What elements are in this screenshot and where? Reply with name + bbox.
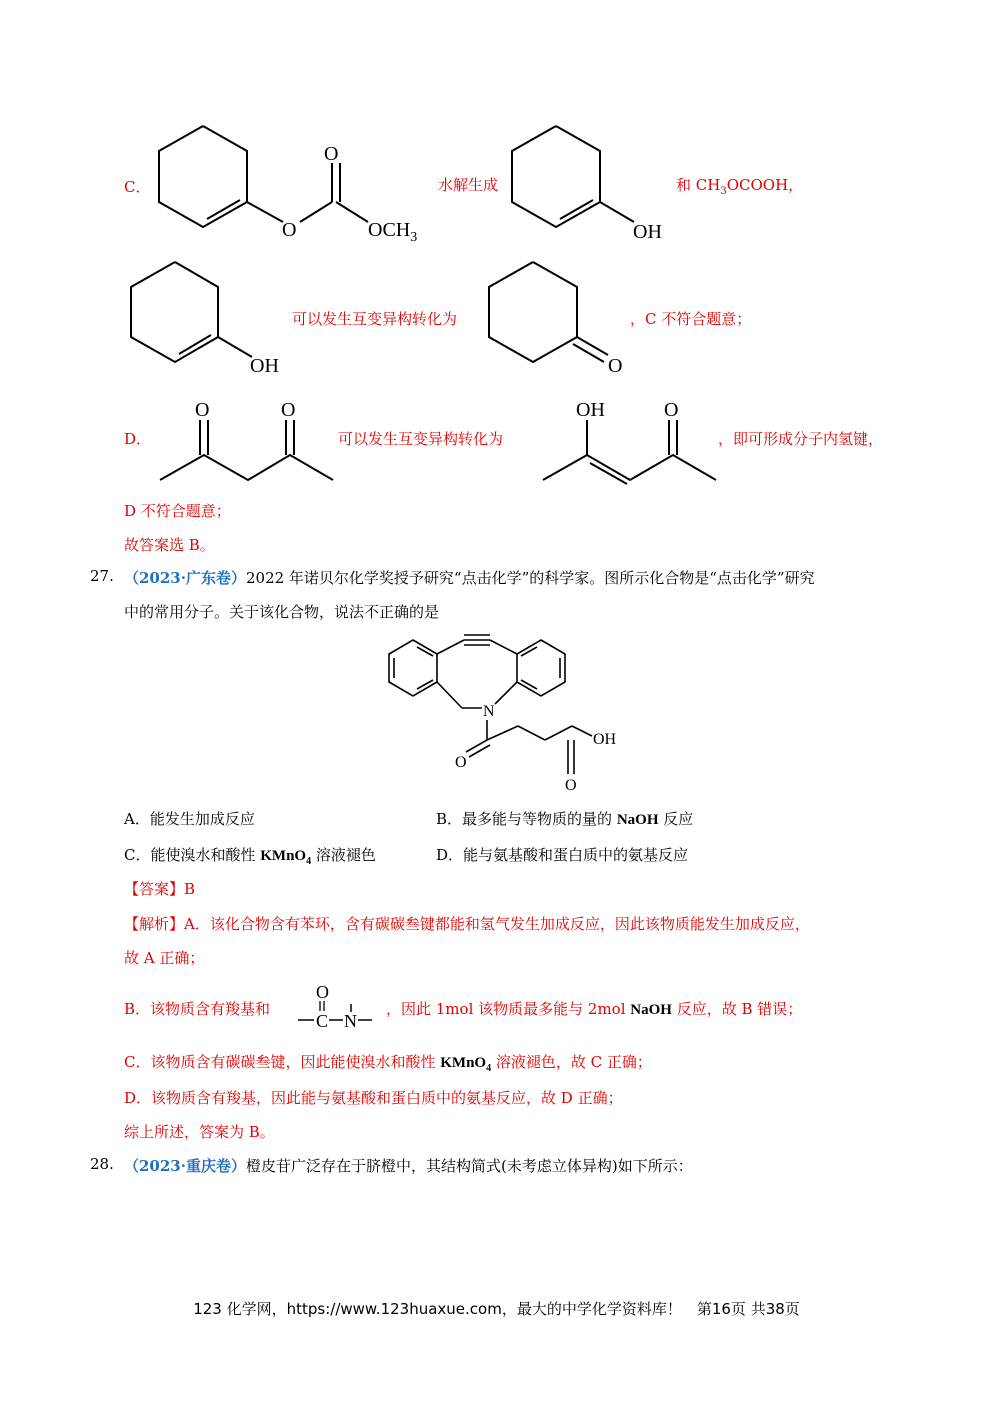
atom-oh: OH [593, 731, 617, 748]
atom-o: O [281, 399, 296, 421]
analysis-b-post: ，因此 1mol 该物质最多能与 2mol NaOH 反应，故 B 错误； [386, 1000, 803, 1018]
analysis-c: C．该物质含有碳碳叁键，因此能使溴水和酸性 KMnO$_4$ 溶液褪色，故 C 正确； [124, 1053, 652, 1074]
hydrolysis-text: 水解生成 [438, 176, 499, 194]
question-stem-line-1: （2023·广东卷）2022 年诺贝尔化学奖授予研究“点击化学”的科学家。图所示化合物是“点击化学”研究 [124, 569, 815, 587]
choice-b[interactable]: B．最多能与等物质的量的 NaOH 反应 [436, 810, 694, 828]
question-stem-line-2: 中的常用分子。关于该化合物，说法不正确的是 [124, 603, 440, 621]
question-number: 27. [90, 567, 114, 585]
conclusion-c: ，C 不符合题意； [630, 310, 752, 328]
tautomer-text-c: 可以发生互变异构转化为 [292, 310, 458, 328]
analysis-a-line-2: 故 A 正确； [124, 949, 205, 967]
question-stem: （2023·重庆卷）橙皮苷广泛存在于脐橙中，其结构简式(未考虑立体异构)如下所示： [124, 1157, 693, 1175]
page-footer: 123 化学网，https://www.123huaxue.com，最大的中学化学资料库！ 第16页 共38页 [193, 1300, 800, 1318]
atom-oh: OH [250, 355, 279, 377]
atom-och3: $OCH_3$ [368, 219, 418, 245]
atom-o: O [282, 219, 297, 241]
question-number: 28. [90, 1155, 114, 1173]
atom-o: O [195, 399, 210, 421]
conclusion-d-2: D 不符合题意； [124, 502, 231, 520]
atom-n: N [344, 1011, 357, 1031]
atom-oh: OH [633, 221, 662, 243]
choice-d[interactable]: D．能与氨基酸和蛋白质中的氨基反应 [436, 846, 689, 864]
analysis-d: D．该物质含有羧基，因此能与氨基酸和蛋白质中的氨基反应，故 D 正确； [124, 1089, 623, 1107]
atom-n: N [483, 703, 495, 720]
atom-oh: OH [576, 399, 605, 421]
previous-answer: 故答案选 B。 [124, 536, 215, 554]
option-d-label: D． [124, 430, 152, 448]
answer: 【答案】B [124, 880, 196, 898]
atom-o: O [324, 143, 339, 165]
question-source: （2023·广东卷） [124, 569, 246, 587]
atom-o: O [316, 982, 329, 1002]
tautomer-text-d: 可以发生互变异构转化为 [338, 430, 504, 448]
conclusion-d-1: ，即可形成分子内氢键， [718, 430, 884, 448]
analysis-b-pre: B．该物质含有羧基和 [124, 1000, 271, 1018]
option-c-label: C． [124, 178, 151, 196]
choice-a[interactable]: A．能发生加成反应 [124, 810, 255, 828]
analysis-summary: 综上所述，答案为 B。 [124, 1123, 275, 1141]
question-source: （2023·重庆卷） [124, 1157, 246, 1175]
atom-o: O [455, 754, 467, 771]
atom-c: C [316, 1011, 329, 1031]
atom-o: O [664, 399, 679, 421]
atom-o: O [608, 355, 623, 377]
atom-o: O [565, 777, 577, 794]
acid-product-text: 和 $CH_3OCOOH$， [676, 176, 804, 197]
choice-c[interactable]: C．能使溴水和酸性 KMnO$_4$ 溶液褪色 [124, 846, 376, 867]
analysis-a-line-1: 【解析】A．该化合物含有苯环，含有碳碳叁键都能和氢气发生加成反应，因此该物质能发生加成反应， [124, 915, 810, 933]
